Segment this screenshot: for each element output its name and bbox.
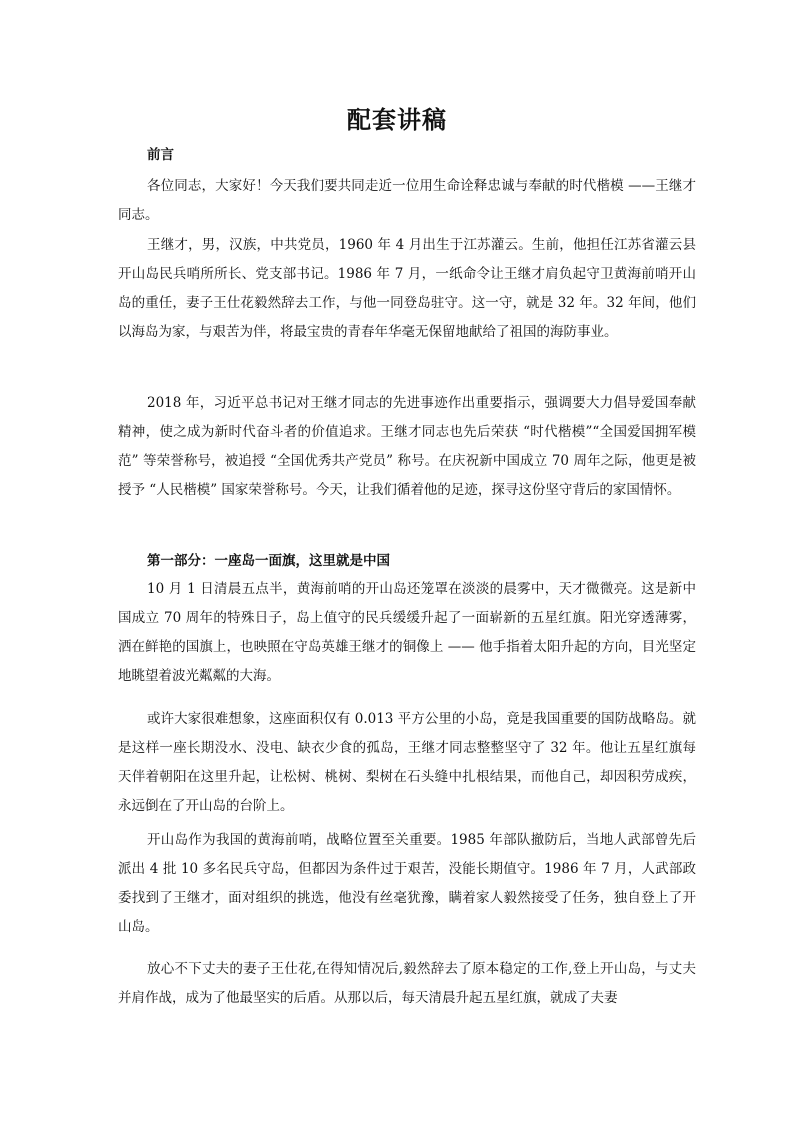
paragraph-island: 或许大家很难想象，这座面积仅有 0.013 平方公里的小岛，竟是我国重要的国防战略岛。就是这样一座长期没水、没电、缺衣少食的孤岛，王继才同志整整坚守了 32 年。他让五星红旗每天伴着朝阳在这里升起，让松树、桃树、梨树在石头缝中扎根结果，而他自己，却因积劳成疾，永远倒在了开山岛的台阶上。 (118, 711, 696, 814)
preface-heading: 前言 (147, 147, 174, 163)
paragraph-wife: 放心不下丈夫的妻子王仕花,在得知情况后,毅然辞去了原本稳定的工作,登上开山岛，与丈夫并肩作战，成为了他最坚实的后盾。从那以后，每天清晨升起五星红旗，就成了夫妻 (118, 961, 696, 1006)
paragraph-honors: 2018 年，习近平总书记对王继才同志的先进事迹作出重要指示，强调要大力倡导爱国奉献精神，使之成为新时代奋斗者的价值追求。王继才同志也先后荣获 “时代楷模”“全国爱国拥军模范” 等荣誉称号，被追授 “全国优秀共产党员” 称号。在庆祝新中国成立 70 周年之际，他更是被授予 “人民楷模” 国家荣誉称号。今天，让我们循着他的足迹，探寻这份坚守背后的家国情怀。 (118, 395, 696, 498)
part1-heading: 第一部分：一座岛一面旗，这里就是中国 (147, 553, 390, 569)
paragraph-biography: 王继才，男，汉族，中共党员，1960 年 4 月出生于江苏灌云。生前，他担任江苏省灌云县开山岛民兵哨所所长、党支部书记。1986 年 7 月，一纸命令让王继才肩负起守卫黄海前哨开山岛的重任，妻子王仕花毅然辞去工作，与他一同登岛驻守。这一守，就是 32 年。32 年间，他们以海岛为家，与艰苦为伴，将最宝贵的青春年华毫无保留地献给了祖国的海防事业。 (118, 237, 696, 340)
paragraph-flag-raising: 10 月 1 日清晨五点半，黄海前哨的开山岛还笼罩在淡淡的晨雾中，天才微微亮。这是新中国成立 70 周年的特殊日子，岛上值守的民兵缓缓升起了一面崭新的五星红旗。阳光穿透薄雾，洒在鲜艳的国旗上，也映照在守岛英雄王继才的铜像上 —— 他手指着太阳升起的方向，目光坚定地眺望着波光粼粼的大海。 (118, 581, 696, 684)
paragraph-greeting: 各位同志，大家好！今天我们要共同走近一位用生命诠释忠诚与奉献的时代楷模 ——王继才同志。 (118, 178, 696, 223)
paragraph-history: 开山岛作为我国的黄海前哨，战略位置至关重要。1985 年部队撤防后，当地人武部曾先后派出 4 批 10 多名民兵守岛，但都因为条件过于艰苦，没能长期值守。1986 年 7 月，人武部政委找到了王继才，面对组织的挑选，他没有丝毫犹豫，瞒着家人毅然接受了任务，独自登上了开山岛。 (118, 832, 696, 935)
document-title: 配套讲稿 (347, 105, 447, 134)
